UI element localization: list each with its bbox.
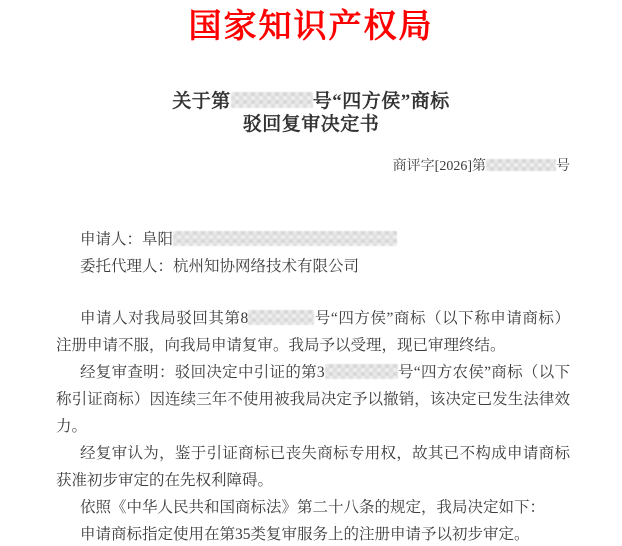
text-segment: 关于第 — [172, 91, 231, 112]
agent-line — [56, 253, 570, 280]
document-title-line2: 驳回复审决定书 — [242, 114, 380, 135]
case-reference-number — [0, 158, 622, 176]
text-segment: 委托代理人：杭州知协网络技术有限公司 — [80, 258, 360, 275]
redacted-blur — [173, 231, 397, 246]
redacted-blur — [248, 310, 314, 325]
redacted-blur — [325, 364, 398, 379]
decision-paragraph — [56, 440, 570, 494]
decision-paragraph — [56, 305, 570, 359]
redacted-blur — [231, 92, 313, 108]
redacted-blur — [486, 159, 556, 171]
text-segment: 申请商标指定使用在第35类复审服务上的注册申请予以初步审定。 — [80, 526, 530, 543]
decision-paragraph — [56, 521, 570, 546]
document-title — [0, 90, 622, 136]
text-segment: 号“四方农侯”商标（以下称引证商标）因连续三年不使用被我局决定予以撤销，该决定已发生法律效力。 — [56, 364, 570, 435]
text-segment: 商评字[2026]第 — [392, 159, 486, 174]
decision-paragraph — [56, 494, 570, 521]
decision-paragraph — [56, 359, 570, 440]
text-segment: 申请人：阜阳 — [80, 231, 174, 248]
text-segment: 依照《中华人民共和国商标法》第二十八条的规定，我局决定如下： — [80, 499, 546, 516]
text-segment: 经复审查明：驳回决定中引证的第3 — [80, 364, 325, 381]
document-body — [56, 226, 570, 546]
document-title-line1 — [0, 90, 622, 113]
applicant-line — [56, 226, 570, 253]
text-segment: 经复审认为，鉴于引证商标已丧失商标专用权，故其已不构成申请商标获准初步审定的在先权利障碍。 — [56, 445, 570, 489]
agency-header: 国家知识产权局 — [188, 7, 434, 44]
text-segment: 号“四方侯”商标 — [312, 91, 450, 112]
parties-block — [56, 226, 570, 280]
text-segment: 号 — [556, 159, 570, 174]
text-segment: 号“四方侯”商标（以下称申请商标）注册申请不服，向我局申请复审。我局予以受理，现已审理终结。 — [56, 310, 570, 354]
decision-paragraphs — [56, 305, 570, 546]
text-segment: 申请人对我局驳回其第8 — [80, 310, 249, 327]
